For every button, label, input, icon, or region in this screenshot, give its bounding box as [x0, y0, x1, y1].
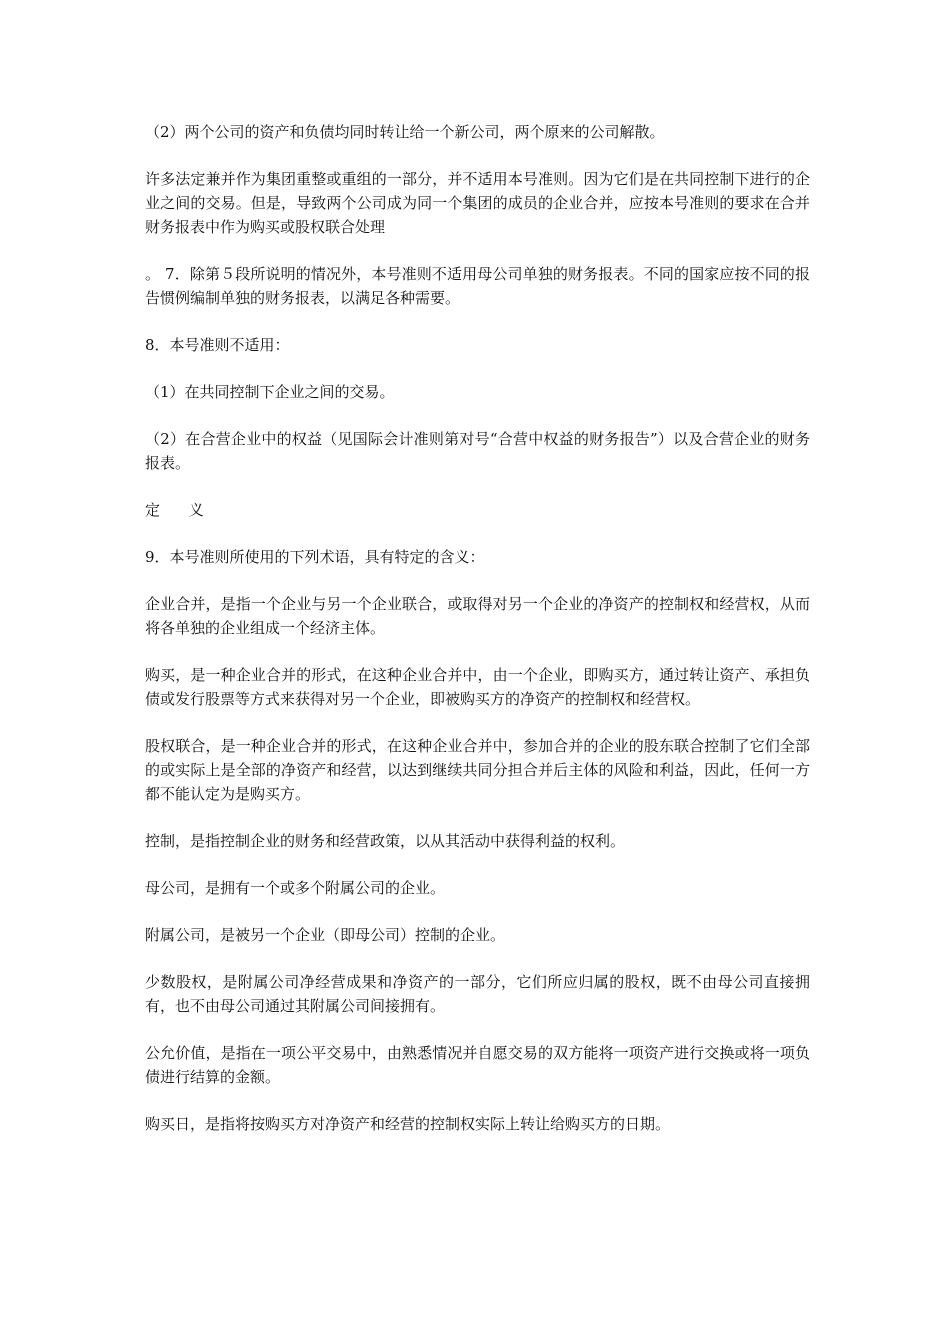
definition-uniting-of-interests: 股权联合，是一种企业合并的形式，在这种企业合并中，参加合并的企业的股东联合控制了它们全部的或实际上是全部的净资产和经营，以达到继续共同分担合并后主体的风险和利益，因此，任何一方都不能认定为是购买方。	[145, 737, 810, 803]
paragraph-merger-new-company: （2）两个公司的资产和负债均同时转让给一个新公司，两个原来的公司解散。	[145, 123, 665, 141]
paragraph-statutory-mergers: 许多法定兼并作为集团重整或重组的一部分，并不适用本号准则。因为它们是在共同控制下进行的企业之间的交易。但是，导致两个公司成为同一个集团的成员的企业合并，应按本号准则的要求在合并财务报表中作为购买或股权联合处理	[145, 170, 810, 236]
paragraph-8-item-1: （1）在共同控制下企业之间的交易。	[145, 383, 395, 401]
paragraph-9-terms: 9．本号准则所使用的下列术语，具有特定的含义：	[145, 548, 485, 566]
definition-control: 控制，是指控制企业的财务和经营政策，以从其活动中获得利益的权利。	[145, 832, 626, 850]
definition-fair-value: 公允价值，是指在一项公平交易中，由熟悉情况并自愿交易的双方能将一项资产进行交换或将一项负债进行结算的金额。	[145, 1044, 810, 1086]
paragraph-8-item-2: （2）在合营企业中的权益（见国际会计准则第对号“合营中权益的财务报告”）以及合营企业的财务报表。	[145, 430, 810, 472]
section-heading-definitions: 定 义	[145, 501, 216, 519]
paragraph-7-separate-statements: 。 7．除第５段所说明的情况外，本号准则不适用母公司单独的财务报表。不同的国家应按不同的报告惯例编制单独的财务报表，以满足各种需要。	[145, 265, 810, 307]
definition-parent: 母公司，是拥有一个或多个附属公司的企业。	[145, 879, 446, 897]
definition-business-combination: 企业合并，是指一个企业与另一个企业联合，或取得对另一个企业的净资产的控制权和经营权，从而将各单独的企业组成一个经济主体。	[145, 595, 810, 637]
definition-acquisition: 购买，是一种企业合并的形式，在这种企业合并中，由一个企业，即购买方，通过转让资产、承担负债或发行股票等方式来获得对另一个企业，即被购买方的净资产的控制权和经营权。	[145, 666, 810, 708]
definition-date-of-acquisition: 购买日，是指将按购买方对净资产和经营的控制权实际上转让给购买方的日期。	[145, 1115, 671, 1133]
document-body	[145, 120, 810, 1159]
definition-subsidiary: 附属公司，是被另一个企业（即母公司）控制的企业。	[145, 926, 506, 944]
paragraph-8-not-applicable: 8．本号准则不适用：	[145, 336, 290, 354]
definition-minority-interest: 少数股权，是附属公司净经营成果和净资产的一部分，它们所应归属的股权，既不由母公司直接拥有，也不由母公司通过其附属公司间接拥有。	[145, 973, 810, 1015]
